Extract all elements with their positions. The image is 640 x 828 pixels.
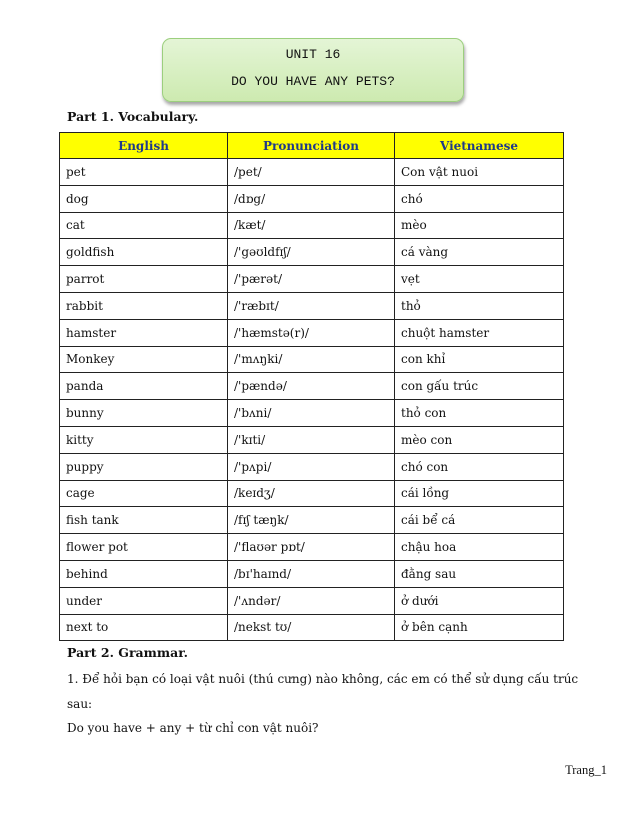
english-cell: cat: [60, 212, 228, 239]
grammar-line-2: sau:: [67, 697, 93, 711]
header-english: English: [60, 133, 228, 159]
vietnamese-cell: đằng sau: [395, 560, 564, 587]
english-cell: parrot: [60, 266, 228, 293]
pronunciation-cell: /'mʌŋki/: [228, 346, 395, 373]
vietnamese-cell: mèo con: [395, 426, 564, 453]
pronunciation-cell: /nekst tʊ/: [228, 614, 395, 641]
header-pronunciation: Pronunciation: [228, 133, 395, 159]
vietnamese-cell: vẹt: [395, 266, 564, 293]
vietnamese-cell: thỏ: [395, 292, 564, 319]
table-row: [60, 319, 564, 346]
english-cell: fish tank: [60, 507, 228, 534]
pronunciation-cell: /'ræbɪt/: [228, 292, 395, 319]
page-number: Trang_1: [565, 763, 607, 777]
table-row: [60, 400, 564, 427]
table-row: [60, 453, 564, 480]
table-row: [60, 373, 564, 400]
table-row: [60, 239, 564, 266]
pronunciation-cell: /fɪʃ tæŋk/: [228, 507, 395, 534]
english-cell: behind: [60, 560, 228, 587]
vocabulary-table-body: [60, 159, 564, 641]
table-row: [60, 292, 564, 319]
table-row: [60, 212, 564, 239]
pronunciation-cell: /'ʌndər/: [228, 587, 395, 614]
pronunciation-cell: /'flaʊər pɒt/: [228, 534, 395, 561]
table-row: [60, 266, 564, 293]
pronunciation-cell: /'pærət/: [228, 266, 395, 293]
part1-heading: Part 1. Vocabulary.: [67, 109, 199, 124]
table-row: [60, 480, 564, 507]
table-row: [60, 507, 564, 534]
unit-title: DO YOU HAVE ANY PETS?: [231, 74, 395, 89]
english-cell: kitty: [60, 426, 228, 453]
table-header-row: [60, 133, 564, 159]
table-row: [60, 346, 564, 373]
part2-heading: Part 2. Grammar.: [67, 645, 188, 660]
pronunciation-cell: /kæt/: [228, 212, 395, 239]
english-cell: Monkey: [60, 346, 228, 373]
vietnamese-cell: chó con: [395, 453, 564, 480]
pronunciation-cell: /bɪ'haɪnd/: [228, 560, 395, 587]
pronunciation-cell: /dɒg/: [228, 185, 395, 212]
english-cell: flower pot: [60, 534, 228, 561]
english-cell: puppy: [60, 453, 228, 480]
vietnamese-cell: con gấu trúc: [395, 373, 564, 400]
english-cell: hamster: [60, 319, 228, 346]
pronunciation-cell: /keɪdʒ/: [228, 480, 395, 507]
table-row: [60, 159, 564, 186]
vietnamese-cell: chuột hamster: [395, 319, 564, 346]
vietnamese-cell: Con vật nuoi: [395, 159, 564, 186]
english-cell: rabbit: [60, 292, 228, 319]
vietnamese-cell: mèo: [395, 212, 564, 239]
english-cell: pet: [60, 159, 228, 186]
english-cell: next to: [60, 614, 228, 641]
table-row: [60, 185, 564, 212]
grammar-line-1: 1. Để hỏi bạn có loại vật nuôi (thú cưng) nào không, các em có thể sử dụng cấu trúc: [67, 672, 579, 686]
table-row: [60, 560, 564, 587]
english-cell: panda: [60, 373, 228, 400]
pronunciation-cell: /'bʌni/: [228, 400, 395, 427]
vietnamese-cell: ở dưới: [395, 587, 564, 614]
header-vietnamese: Vietnamese: [395, 133, 564, 159]
vocabulary-table: [59, 132, 564, 641]
table-row: [60, 614, 564, 641]
vietnamese-cell: chậu hoa: [395, 534, 564, 561]
vietnamese-cell: chó: [395, 185, 564, 212]
english-cell: goldfish: [60, 239, 228, 266]
pronunciation-cell: /'gəʊldfɪʃ/: [228, 239, 395, 266]
pronunciation-cell: /pet/: [228, 159, 395, 186]
vietnamese-cell: cái bể cá: [395, 507, 564, 534]
vietnamese-cell: thỏ con: [395, 400, 564, 427]
pronunciation-cell: /'kɪti/: [228, 426, 395, 453]
english-cell: under: [60, 587, 228, 614]
unit-number: UNIT 16: [285, 47, 341, 62]
english-cell: bunny: [60, 400, 228, 427]
vietnamese-cell: ở bên cạnh: [395, 614, 564, 641]
unit-title-box: [162, 38, 464, 102]
pronunciation-cell: /'pændə/: [228, 373, 395, 400]
table-row: [60, 534, 564, 561]
pronunciation-cell: /'hæmstə(r)/: [228, 319, 395, 346]
english-cell: dog: [60, 185, 228, 212]
table-row: [60, 426, 564, 453]
english-cell: cage: [60, 480, 228, 507]
grammar-structure: Do you have + any + từ chỉ con vật nuôi?: [67, 721, 319, 735]
vietnamese-cell: cái lồng: [395, 480, 564, 507]
table-row: [60, 587, 564, 614]
pronunciation-cell: /'pʌpi/: [228, 453, 395, 480]
vietnamese-cell: con khỉ: [395, 346, 564, 373]
vietnamese-cell: cá vàng: [395, 239, 564, 266]
